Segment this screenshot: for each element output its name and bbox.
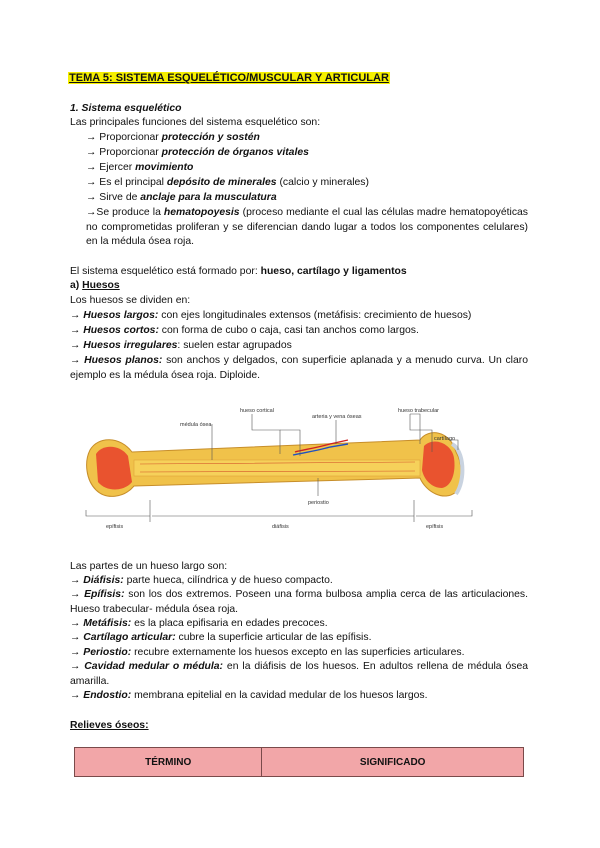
relieves-heading: Relieves óseos:: [70, 720, 149, 731]
part-item: → Endostio: membrana epitelial en la cavidad medular de los huesos largos.: [70, 690, 428, 701]
parts-intro: Las partes de un hueso largo son:: [70, 561, 228, 572]
relieves-table: [74, 747, 524, 777]
section-heading: 1. Sistema esquelético: [70, 103, 182, 114]
table-header-row: [75, 748, 524, 777]
label-epifisis-right: epífisis: [426, 524, 444, 530]
composition-line: El sistema esquelético está formado por: hueso, cartílago y ligamentos: [70, 266, 407, 277]
huesos-intro: Los huesos se dividen en:: [70, 295, 191, 306]
label-cortical: hueso cortical: [240, 408, 274, 414]
part-item: → Diáfisis: parte hueca, cilíndrica y de hueso compacto.: [70, 575, 333, 586]
bone-type-item: → Huesos planos: son anchos y delgados, con superficie aplanada y a menudo curva. Un claro ejemplo es la médula ósea roja. Diploide.: [70, 355, 528, 381]
column-header-significado: SIGNIFICADO: [262, 748, 524, 777]
label-medula: médula ósea: [180, 422, 212, 428]
long-bone-figure: [80, 400, 486, 546]
function-item: → Proporcionar protección y sostén: [86, 132, 260, 143]
bone-type-item: → Huesos largos: con ejes longitudinales extensos (metáfisis: crecimiento de huesos): [70, 310, 472, 321]
function-item: → Ejercer movimiento: [86, 162, 194, 173]
function-item: → Sirve de anclaje para la musculatura: [86, 192, 277, 203]
label-epifisis-left: epífisis: [106, 524, 124, 530]
label-trabecular: hueso trabecular: [398, 408, 439, 414]
bone-type-item: → Huesos cortos: con forma de cubo o caja, casi tan anchos como largos.: [70, 325, 419, 336]
function-item: → Proporcionar protección de órganos vitales: [86, 147, 309, 158]
bone-type-item: → Huesos irregulares: suelen estar agrupados: [70, 340, 292, 351]
part-item: → Periostio: recubre externamente los huesos excepto en las superficies articulares.: [70, 647, 465, 658]
huesos-heading: a) Huesos: [70, 280, 120, 291]
part-item: → Epífisis: son los dos extremos. Poseen una forma bulbosa amplia cerca de las articulaciones. Hueso trabecular- médula ósea roja.: [70, 589, 528, 615]
label-cartilago: cartílago: [434, 436, 456, 442]
label-periostio: periostio: [308, 500, 329, 506]
document-title: TEMA 5: SISTEMA ESQUELÉTICO/MUSCULAR Y ARTICULAR: [69, 72, 389, 84]
part-item: → Metáfisis: es la placa epifisaria en edades precoces.: [70, 618, 328, 629]
label-arteria: arteria y vena óseas: [312, 414, 362, 420]
title-row: [0, 72, 458, 84]
column-header-termino: TÉRMINO: [75, 748, 262, 777]
label-diafisis: diáfisis: [272, 524, 289, 530]
function-item: →Se produce la hematopoyesis (proceso mediante el cual las células madre hematopoyéticas no comprometidas proliferan y se diferencian dando lugar a todos los componentes celulares) en la médula ósea roja.: [86, 207, 528, 247]
function-item: → Es el principal depósito de minerales (calcio y minerales): [86, 177, 369, 188]
functions-intro: Las principales funciones del sistema esquelético son:: [70, 117, 321, 128]
part-item: → Cavidad medular o médula: en la diáfisis de los huesos. En adultos rellena de médula ósea amarilla.: [70, 661, 529, 687]
part-item: → Cartílago articular: cubre la superficie articular de las epífisis.: [70, 632, 372, 643]
